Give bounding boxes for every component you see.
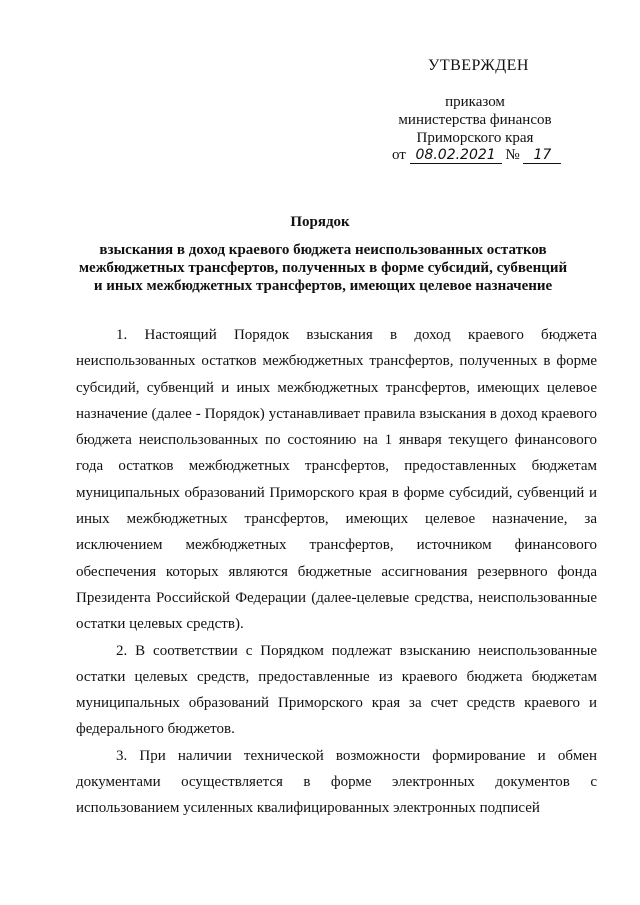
document-subtitle: взыскания в доход краевого бюджета неиспользованных остатков межбюджетных трансфертов, полученных в форме субсидий, субвенций и иных межбюджетных трансфертов, имеющих целевое назначение: [78, 242, 568, 294]
document-title: Порядок: [290, 214, 350, 230]
handwritten-number: 17: [523, 147, 561, 164]
handwritten-date: 08.02.2021: [410, 147, 502, 164]
paragraph-1: 1. Настоящий Порядок взыскания в доход краевого бюджета неиспользованных остатков межбюджетных трансфертов, полученных в форме субсидий, субвенций и иных межбюджетных трансфертов, имеющих целевое назначение (далее - Порядок) устанавливает правила взыскания в доход краевого бюджета неиспользованных по состоянию на 1 января текущего финансового года остатков межбюджетных трансфертов, предоставленных бюджетам муниципальных образований Приморского края в форме субсидий, субвенций и иных межбюджетных трансфертов, имеющих целевое назначение, за исключением межбюджетных трансфертов, источником финансового обеспечения которых являются бюджетные ассигнования резервного фонда Президента Российской Федерации (далее-целевые средства, неиспользованные остатки целевых средств).: [76, 327, 597, 633]
order-line-1: приказом: [445, 94, 505, 110]
paragraph-2: 2. В соответствии с Порядком подлежат взысканию неиспользованные остатки целевых средств, предоставленные из краевого бюджета бюджетам муниципальных образований Приморского края за счет средств краевого и федерального бюджетов.: [76, 642, 597, 738]
paragraph-3: 3. При наличии технической возможности формирование и обмен документами осуществляется в форме электронных документов с использованием усиленных квалифицированных электронных подписей: [76, 747, 597, 817]
number-prefix: №: [505, 147, 520, 163]
document-body: [76, 322, 597, 822]
order-date-number-line: [392, 147, 561, 164]
approval-stamp-heading: УТВЕРЖДЕН: [428, 57, 529, 74]
date-prefix: от: [392, 147, 406, 163]
order-line-3: Приморского края: [416, 130, 534, 146]
order-line-2: министерства финансов: [398, 112, 552, 128]
